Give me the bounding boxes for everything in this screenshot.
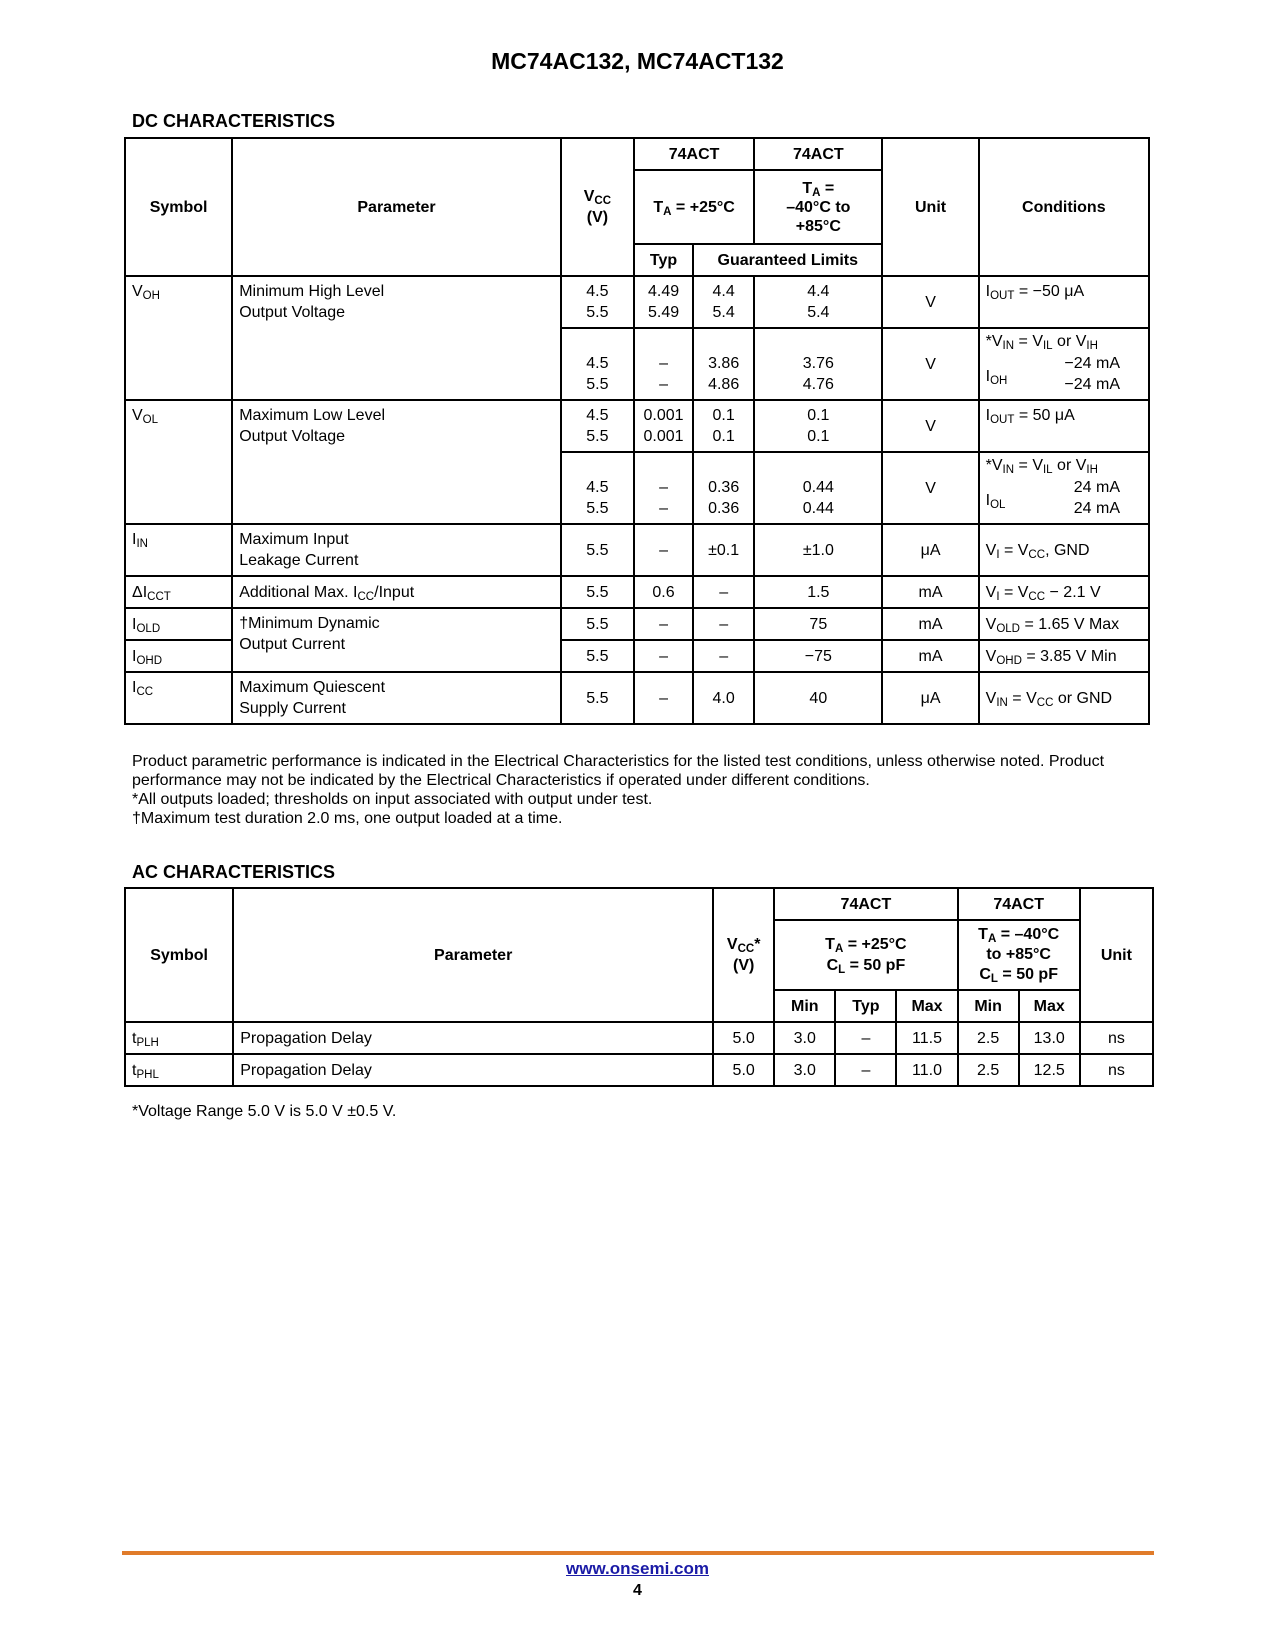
dc-iin-unit: μA	[882, 524, 978, 576]
dc-dicct-symbol: $\Delta I_{CCT}$	[125, 576, 232, 608]
ac-tphl-max-25c: 11.0	[896, 1054, 957, 1086]
ac-header-unit: Unit	[1080, 888, 1153, 1022]
ac-header-max-85c: Max	[1019, 990, 1080, 1022]
dc-header-unit: Unit	[882, 138, 978, 276]
ac-tplh-vcc: 5.0	[713, 1022, 774, 1054]
dc-iold-iohd-parameter: †Minimum Dynamic Output Current	[232, 608, 561, 672]
ac-tplh-min-85c: 2.5	[958, 1022, 1019, 1054]
dc-vol-a-typ: 0.001 0.001	[634, 400, 693, 452]
dc-vol-a-unit: V	[882, 400, 978, 452]
dc-vol-b-typ: – –	[634, 452, 693, 524]
ac-tphl-max-85c: 12.5	[1019, 1054, 1080, 1086]
dc-iold-vcc: 5.5	[561, 608, 634, 640]
dc-iohd-conditions: $V_{OHD} = 3.85$ V Min	[979, 640, 1149, 672]
ac-tplh-max-25c: 11.5	[896, 1022, 957, 1054]
ac-tplh-parameter: Propagation Delay	[233, 1022, 713, 1054]
dc-header-row-1	[125, 138, 1149, 170]
dc-header-symbol: Symbol	[125, 138, 232, 276]
dc-icc-symbol: $I_{CC}$	[125, 672, 232, 724]
dc-section-heading: DC CHARACTERISTICS	[132, 111, 336, 131]
dc-iin-parameter: Maximum Input Leakage Current	[232, 524, 561, 576]
dc-header-typ: Typ	[634, 244, 693, 276]
dc-iohd-vcc: 5.5	[561, 640, 634, 672]
dc-voh-a-conditions: $I_{OUT} = -50$ μA	[979, 276, 1149, 328]
dc-vol-a-25c: 0.1 0.1	[693, 400, 754, 452]
dc-row-dicct	[125, 576, 1149, 608]
dc-voh-b-unit: V	[882, 328, 978, 400]
dc-voh-a-85c: 4.4 5.4	[754, 276, 882, 328]
dc-voh-a-25c: 4.4 5.4	[693, 276, 754, 328]
dc-note-outputs-loaded: *All outputs loaded; thresholds on input associated with output under test.	[132, 791, 653, 808]
page-number: 4	[633, 1582, 642, 1599]
ac-header-min-25c: Min	[774, 990, 835, 1022]
dc-icc-conditions: $V_{IN} = V_{CC}$ or GND	[979, 672, 1149, 724]
ac-header-ta-85: $T_A = -40^\circ C$ to +85°C $C_L = 50$ pF	[958, 920, 1080, 990]
dc-row-iold	[125, 608, 1149, 640]
ac-row-tphl	[125, 1054, 1153, 1086]
dc-header-ta-85: $T_A$ = –40°C to +85°C	[754, 170, 882, 244]
dc-voh-a-unit: V	[882, 276, 978, 328]
dc-row-voh-a	[125, 276, 1149, 328]
dc-vol-b-25c: 0.36 0.36	[693, 452, 754, 524]
dc-vol-b-85c: 0.44 0.44	[754, 452, 882, 524]
dc-iohd-85c: −75	[754, 640, 882, 672]
dc-dicct-parameter: Additional Max. $I_{CC}$/Input	[232, 576, 561, 608]
dc-voh-b-typ: – –	[634, 328, 693, 400]
dc-row-vol-a	[125, 400, 1149, 452]
dc-icc-unit: μA	[882, 672, 978, 724]
dc-dicct-85c: 1.5	[754, 576, 882, 608]
ac-note-voltage-range: *Voltage Range 5.0 V is 5.0 V ±0.5 V.	[132, 1103, 397, 1120]
dc-voh-a-vcc: 4.5 5.5	[561, 276, 634, 328]
ac-tphl-typ-25c: –	[835, 1054, 896, 1086]
dc-header-conditions: Conditions	[979, 138, 1149, 276]
dc-iohd-unit: mA	[882, 640, 978, 672]
dc-iold-conditions: $V_{OLD} = 1.65$ V Max	[979, 608, 1149, 640]
ac-notes	[132, 1102, 1152, 1121]
ac-header-min-85c: Min	[958, 990, 1019, 1022]
dc-iold-25c: –	[693, 608, 754, 640]
ac-section-heading: AC CHARACTERISTICS	[132, 862, 336, 882]
dc-row-iin	[125, 524, 1149, 576]
dc-vol-b-unit: V	[882, 452, 978, 524]
dc-dicct-25c: –	[693, 576, 754, 608]
dc-icc-typ: –	[634, 672, 693, 724]
dc-dicct-vcc: 5.5	[561, 576, 634, 608]
dc-iohd-25c: –	[693, 640, 754, 672]
dc-characteristics-table	[124, 137, 1150, 725]
dc-icc-parameter: Maximum Quiescent Supply Current	[232, 672, 561, 724]
dc-voh-b-25c: 3.86 4.86	[693, 328, 754, 400]
dc-dicct-unit: mA	[882, 576, 978, 608]
ac-tplh-unit: ns	[1080, 1022, 1153, 1054]
dc-voh-b-conditions: $*V_{IN} = V_{IL}$ or $V_{IH}$ −24 mA $I_{OH}$ −24 mA	[979, 328, 1149, 400]
dc-vol-a-conditions: $I_{OUT} = 50$ μA	[979, 400, 1149, 452]
dc-header-vcc: $V_{CC}$ (V)	[561, 138, 634, 276]
ac-header-symbol: Symbol	[125, 888, 233, 1022]
ac-header-parameter: Parameter	[233, 888, 713, 1022]
dc-header-group-25c: 74ACT	[634, 138, 754, 170]
dc-iin-85c: ±1.0	[754, 524, 882, 576]
dc-iin-25c: ±0.1	[693, 524, 754, 576]
dc-voh-parameter: Minimum High Level Output Voltage	[232, 276, 561, 400]
dc-header-group-85c: 74ACT	[754, 138, 882, 170]
ac-tplh-max-85c: 13.0	[1019, 1022, 1080, 1054]
dc-vol-b-vcc: 4.5 5.5	[561, 452, 634, 524]
dc-icc-25c: 4.0	[693, 672, 754, 724]
ac-tplh-symbol: $t_{PLH}$	[125, 1022, 233, 1054]
dc-vol-symbol: $V_{OL}$	[125, 400, 232, 524]
ac-header-vcc: $V_{CC}*$ (V)	[713, 888, 774, 1022]
dc-iold-typ: –	[634, 608, 693, 640]
dc-note-test-duration: †Maximum test duration 2.0 ms, one output loaded at a time.	[132, 810, 563, 827]
dc-row-icc	[125, 672, 1149, 724]
ac-tphl-parameter: Propagation Delay	[233, 1054, 713, 1086]
dc-notes	[132, 752, 1152, 828]
dc-vol-parameter: Maximum Low Level Output Voltage	[232, 400, 561, 524]
dc-voh-a-typ: 4.49 5.49	[634, 276, 693, 328]
dc-header-guaranteed-limits: Guaranteed Limits	[693, 244, 882, 276]
footer-website-link[interactable]: www.onsemi.com	[566, 1559, 709, 1578]
ac-header-max-25c: Max	[896, 990, 957, 1022]
ac-tphl-vcc: 5.0	[713, 1054, 774, 1086]
dc-header-parameter: Parameter	[232, 138, 561, 276]
dc-dicct-typ: 0.6	[634, 576, 693, 608]
ac-header-ta-25: $T_A = +25^\circ C$ $C_L = 50$ pF	[774, 920, 957, 990]
dc-voh-symbol: $V_{OH}$	[125, 276, 232, 400]
dc-iin-symbol: $I_{IN}$	[125, 524, 232, 576]
ac-header-typ-25c: Typ	[835, 990, 896, 1022]
ac-tphl-min-85c: 2.5	[958, 1054, 1019, 1086]
dc-dicct-conditions: $V_I = V_{CC} - 2.1$ V	[979, 576, 1149, 608]
dc-iin-vcc: 5.5	[561, 524, 634, 576]
ac-header-row-1	[125, 888, 1153, 920]
ac-tphl-unit: ns	[1080, 1054, 1153, 1086]
dc-icc-vcc: 5.5	[561, 672, 634, 724]
ac-tplh-min-25c: 3.0	[774, 1022, 835, 1054]
ac-row-tplh	[125, 1022, 1153, 1054]
dc-note-parametric: Product parametric performance is indicated in the Electrical Characteristics for the listed test conditions, unless otherwise noted. Product performance may not be indicated by the Electrical Characteristics if operated under different conditions.	[132, 753, 1105, 789]
footer-divider	[122, 1551, 1154, 1555]
dc-iold-unit: mA	[882, 608, 978, 640]
ac-header-group-85c: 74ACT	[958, 888, 1080, 920]
dc-iin-typ: –	[634, 524, 693, 576]
ac-tphl-min-25c: 3.0	[774, 1054, 835, 1086]
ac-header-group-25c: 74ACT	[774, 888, 957, 920]
ac-tphl-symbol: $t_{PHL}$	[125, 1054, 233, 1086]
dc-vol-b-conditions: $*V_{IN} = V_{IL}$ or $V_{IH}$ 24 mA $I_{OL}$ 24 mA	[979, 452, 1149, 524]
ac-tplh-typ-25c: –	[835, 1022, 896, 1054]
dc-iold-85c: 75	[754, 608, 882, 640]
dc-iold-symbol: $I_{OLD}$	[125, 608, 232, 640]
dc-voh-b-85c: 3.76 4.76	[754, 328, 882, 400]
dc-voh-b-vcc: 4.5 5.5	[561, 328, 634, 400]
dc-vol-a-vcc: 4.5 5.5	[561, 400, 634, 452]
document-title: MC74AC132, MC74ACT132	[491, 48, 784, 74]
dc-vol-a-85c: 0.1 0.1	[754, 400, 882, 452]
ac-characteristics-table	[124, 887, 1154, 1087]
dc-iohd-symbol: $I_{OHD}$	[125, 640, 232, 672]
dc-iin-conditions: $V_I = V_{CC}$, GND	[979, 524, 1149, 576]
dc-iohd-typ: –	[634, 640, 693, 672]
dc-header-ta-25: $T_A = +25^\circ C$	[634, 170, 754, 244]
dc-icc-85c: 40	[754, 672, 882, 724]
